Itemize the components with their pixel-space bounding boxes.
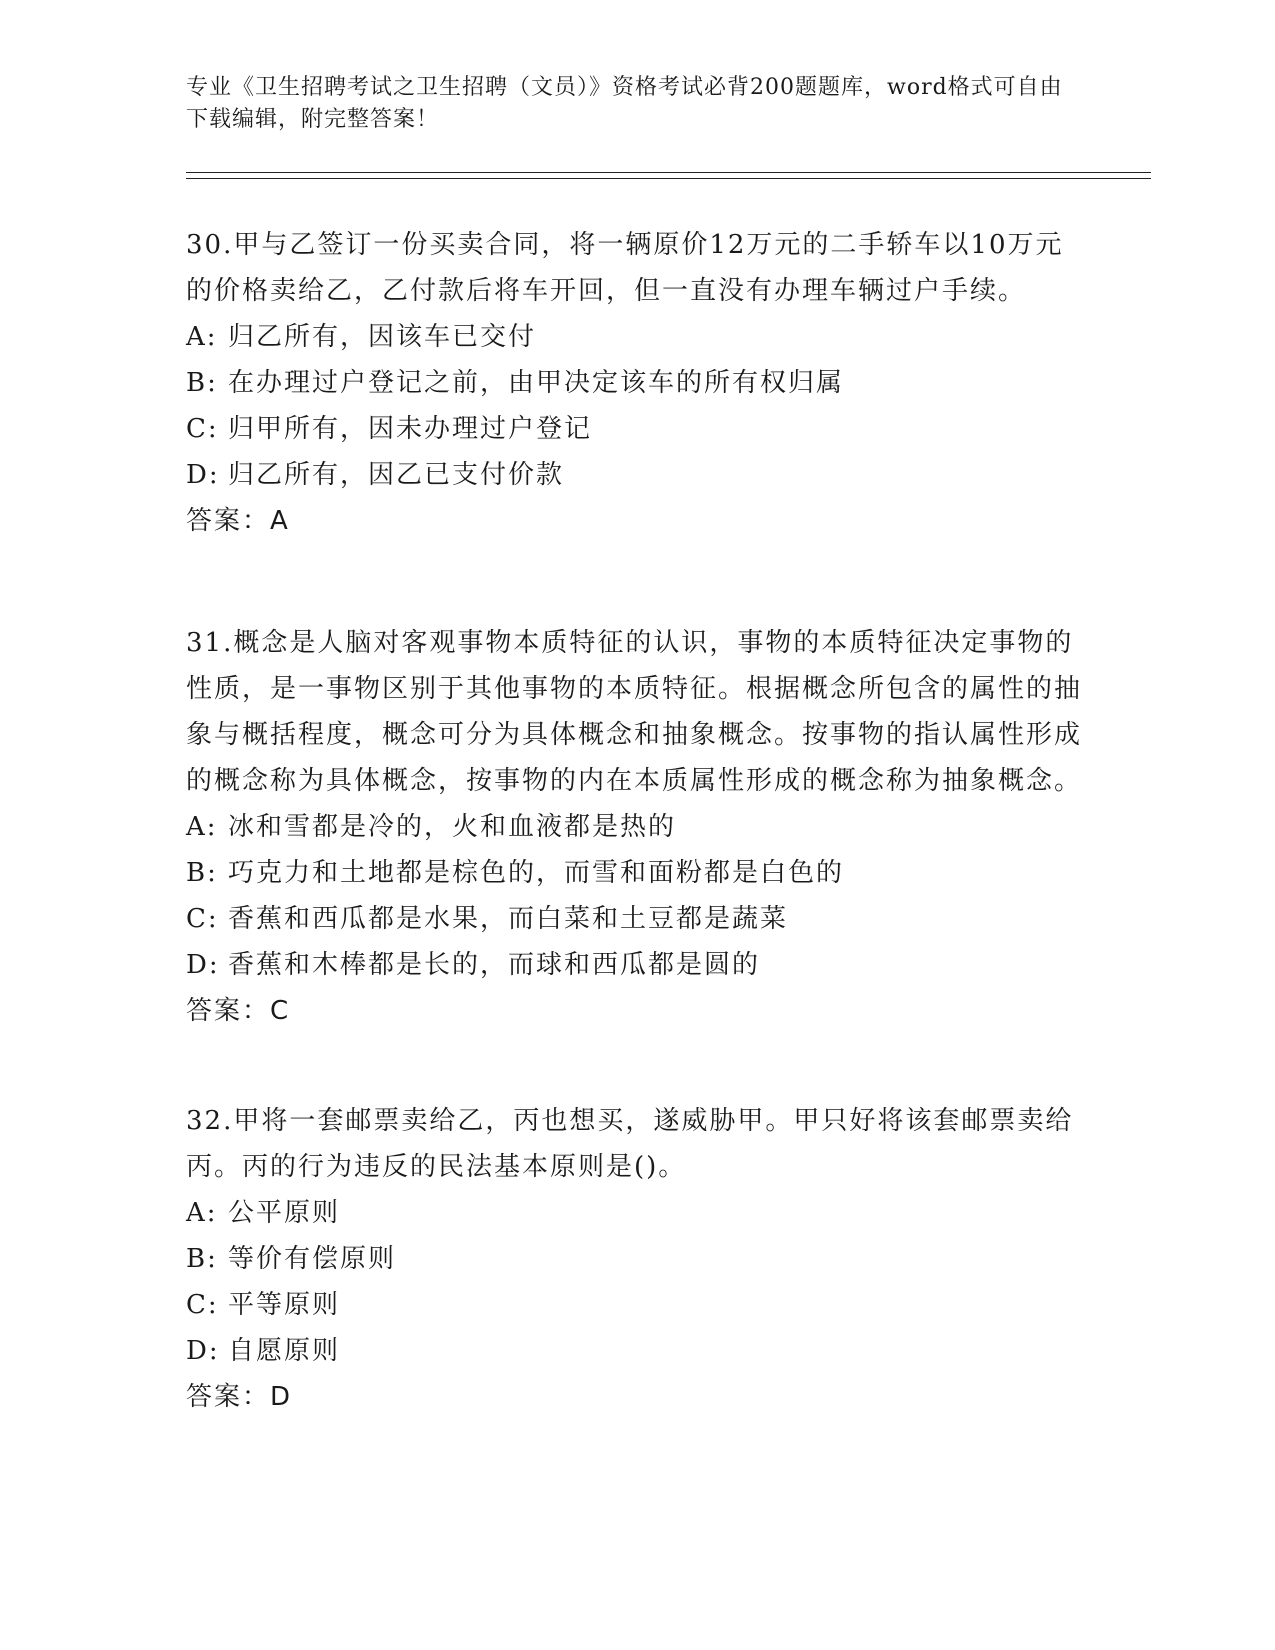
option-c [186,1282,1086,1328]
answer: 答案：A [186,506,290,536]
option-text: 香蕉和西瓜都是水果，而白菜和土豆都是蔬菜 [228,904,789,934]
option-c [186,896,1086,942]
header-divider-bottom [186,178,1151,179]
question-stem: 31.概念是人脑对客观事物本质特征的认识，事物的本质特征决定事物的性质，是一事物区别于其他事物的本质特征。根据概念所包含的属性的抽象与概括程度，概念可分为具体概念和抽象概念。按事物的指认属性形成的概念称为具体概念，按事物的内在本质属性形成的概念称为抽象概念。 [186,628,1083,796]
answer: 答案：D [186,1382,293,1412]
option-a [186,804,1086,850]
option-key: D: [186,950,220,980]
option-text: 公平原则 [228,1198,341,1228]
answer: 答案：C [186,996,291,1026]
option-key: A: [186,812,218,842]
option-key: B: [186,368,218,398]
option-a [186,1190,1086,1236]
option-text: 归甲所有，因未办理过户登记 [228,414,593,444]
option-text: 等价有偿原则 [228,1244,397,1274]
option-d [186,942,1086,988]
option-text: 归乙所有，因该车已交付 [228,322,537,352]
question-32 [186,1098,1086,1420]
question-stem: 30.甲与乙签订一份买卖合同，将一辆原价12万元的二手轿车以10万元的价格卖给乙，乙付款后将车开回，但一直没有办理车辆过户手续。 [186,230,1064,306]
option-key: C: [186,414,219,444]
option-b [186,850,1086,896]
question-30 [186,222,1086,544]
option-text: 香蕉和木棒都是长的，而球和西瓜都是圆的 [228,950,761,980]
option-key: A: [186,322,218,352]
option-text: 归乙所有，因乙已支付价款 [228,460,565,490]
option-key: A: [186,1198,218,1228]
option-text: 冰和雪都是冷的，火和血液都是热的 [228,812,677,842]
option-text: 平等原则 [228,1290,341,1320]
option-key: B: [186,858,218,888]
option-a [186,314,1086,360]
option-d [186,452,1086,498]
option-key: D: [186,1336,220,1366]
document-header: 专业《卫生招聘考试之卫生招聘（文员）》资格考试必背200题题库，word格式可自由下载编辑，附完整答案！ [186,75,1063,132]
option-key: C: [186,904,219,934]
option-c [186,406,1086,452]
option-key: C: [186,1290,219,1320]
option-text: 巧克力和土地都是棕色的，而雪和面粉都是白色的 [228,858,845,888]
option-text: 在办理过户登记之前，由甲决定该车的所有权归属 [228,368,845,398]
option-key: D: [186,460,220,490]
option-b [186,360,1086,406]
header-divider-top [186,172,1151,173]
option-b [186,1236,1086,1282]
option-key: B: [186,1244,218,1274]
question-31 [186,620,1086,1034]
question-stem: 32.甲将一套邮票卖给乙，丙也想买，遂威胁甲。甲只好将该套邮票卖给丙。丙的行为违反的民法基本原则是()。 [186,1106,1074,1182]
option-d [186,1328,1086,1374]
option-text: 自愿原则 [228,1336,341,1366]
